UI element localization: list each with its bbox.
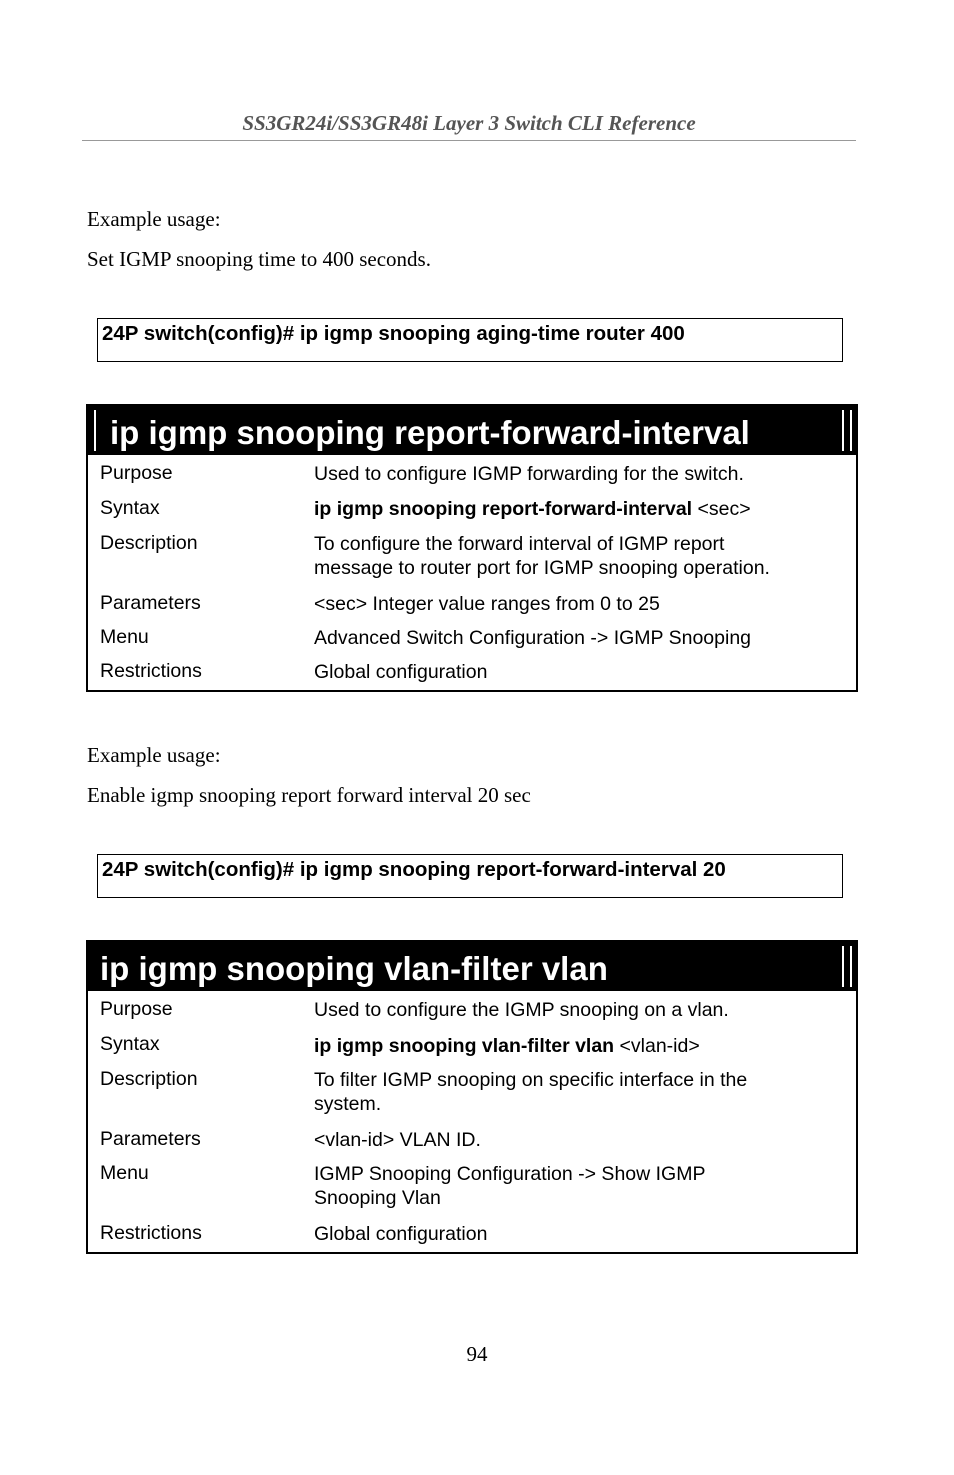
row-value <box>314 497 856 525</box>
title-bar-left <box>94 410 96 451</box>
row-value: Used to configure the IGMP snooping on a vlan. <box>314 999 729 1021</box>
row-value: <vlan-id> VLAN ID. <box>314 1129 481 1151</box>
example-usage-label: Example usage: <box>87 743 221 767</box>
row-description <box>88 525 856 585</box>
row-description <box>88 1061 856 1121</box>
example-description: Enable igmp snooping report forward interval 20 sec <box>87 783 531 807</box>
description-line: To configure the forward interval of IGMP report <box>314 533 725 555</box>
row-value: <sec> Integer value ranges from 0 to 25 <box>314 593 660 615</box>
example-usage-label: Example usage: <box>87 207 221 231</box>
command-title <box>88 942 856 991</box>
row-value <box>314 1033 856 1061</box>
row-purpose <box>88 455 856 490</box>
title-bar-right <box>842 946 844 987</box>
row-value: Advanced Switch Configuration -> IGMP Snooping <box>314 627 752 649</box>
page-number: 94 <box>466 1342 488 1366</box>
row-label: Syntax <box>100 497 160 519</box>
row-menu <box>88 619 856 653</box>
example-command-box: 24P switch(config)# ip igmp snooping report-forward-interval 20 <box>97 854 843 898</box>
row-label: Menu <box>100 1162 149 1184</box>
row-label: Syntax <box>100 1033 160 1055</box>
row-value <box>314 532 856 585</box>
row-label: Purpose <box>100 462 173 484</box>
row-label: Restrictions <box>100 1222 202 1244</box>
row-value <box>314 1162 856 1215</box>
description-line: message to router port for IGMP snooping operation. <box>314 557 770 579</box>
row-label: Restrictions <box>100 660 202 682</box>
row-value <box>314 1068 856 1121</box>
row-parameters <box>88 1121 856 1155</box>
row-syntax <box>88 490 856 525</box>
example-command-box: 24P switch(config)# ip igmp snooping aging-time router 400 <box>97 318 843 362</box>
row-value: Used to configure IGMP forwarding for the switch. <box>314 463 744 485</box>
row-label: Description <box>100 532 198 554</box>
title-bar-right-outer <box>850 410 852 451</box>
syntax-argument: <vlan-id> <box>614 1035 700 1057</box>
command-reference-table <box>86 404 858 692</box>
row-label: Menu <box>100 626 149 648</box>
row-syntax <box>88 1026 856 1061</box>
menu-line: Snooping Vlan <box>314 1187 441 1209</box>
running-header: SS3GR24i/SS3GR48i Layer 3 Switch CLI Reference <box>242 111 696 135</box>
command-reference-table <box>86 940 858 1254</box>
description-line: system. <box>314 1093 382 1115</box>
syntax-argument: <sec> <box>692 498 751 520</box>
row-label: Parameters <box>100 592 201 614</box>
row-menu <box>88 1155 856 1215</box>
row-restrictions <box>88 1215 856 1249</box>
row-purpose <box>88 991 856 1026</box>
example-description: Set IGMP snooping time to 400 seconds. <box>87 247 431 271</box>
row-parameters <box>88 585 856 619</box>
row-label: Purpose <box>100 998 173 1020</box>
header-rule <box>82 140 856 141</box>
command-title <box>88 406 856 455</box>
row-restrictions <box>88 653 856 687</box>
row-value: Global configuration <box>314 661 488 683</box>
title-bar-right-outer <box>850 946 852 987</box>
title-bar-right <box>842 410 844 451</box>
syntax-command: ip igmp snooping vlan-filter vlan <box>314 1035 615 1057</box>
row-value: Global configuration <box>314 1223 488 1245</box>
description-line: To filter IGMP snooping on specific interface in the <box>314 1069 748 1091</box>
row-label: Description <box>100 1068 198 1090</box>
command-title-text: ip igmp snooping report-forward-interval <box>110 414 750 451</box>
row-label: Parameters <box>100 1128 201 1150</box>
menu-line: IGMP Snooping Configuration -> Show IGMP <box>314 1163 706 1185</box>
syntax-command: ip igmp snooping report-forward-interval <box>314 498 693 520</box>
command-title-text: ip igmp snooping vlan-filter vlan <box>100 950 608 987</box>
